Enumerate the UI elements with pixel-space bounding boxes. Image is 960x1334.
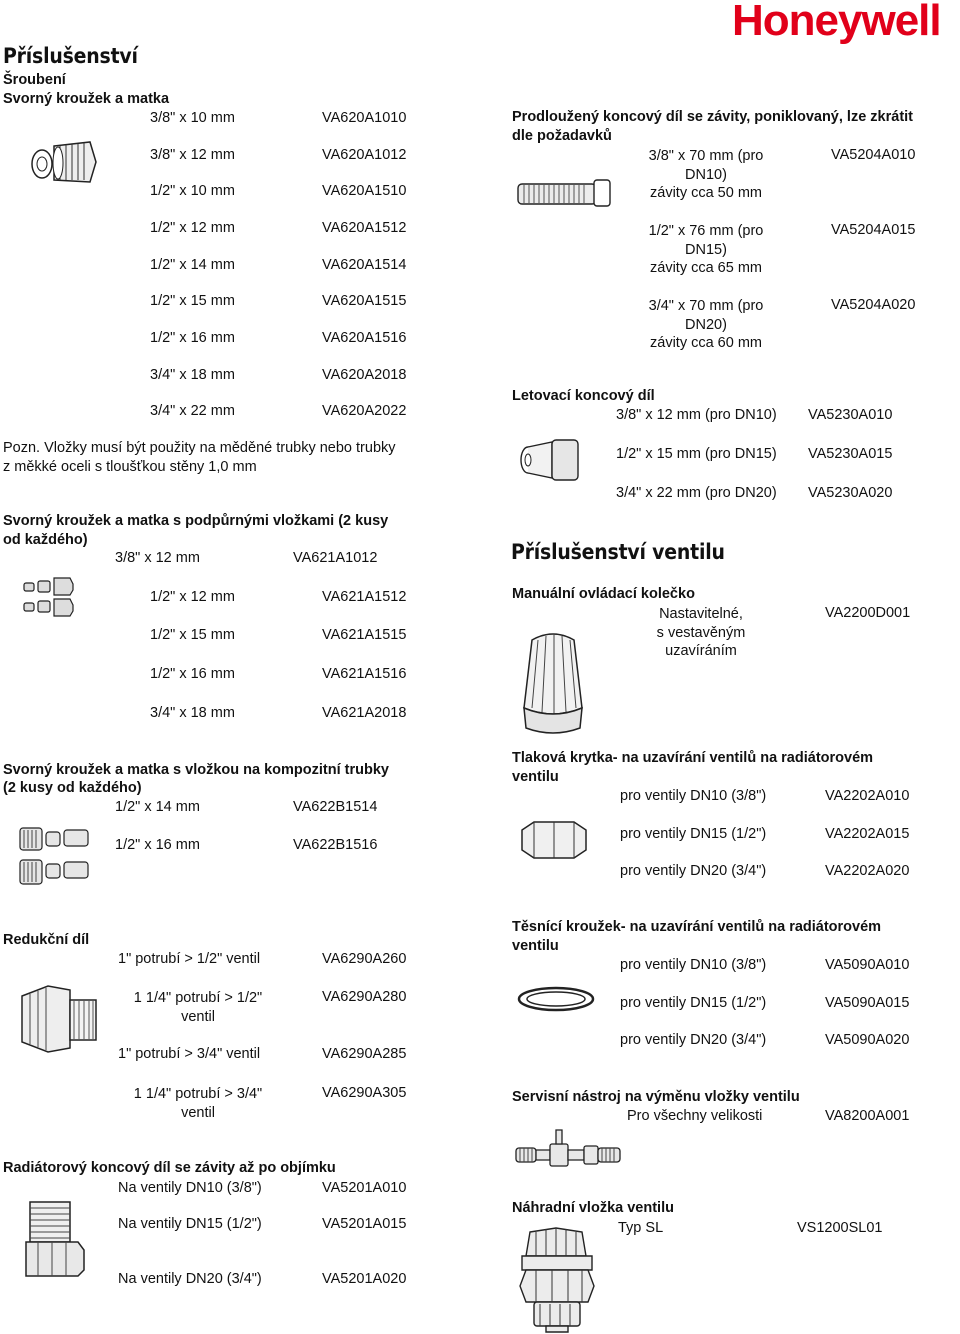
size-line: DN10) [685, 166, 727, 183]
section-title: Redukční díl [3, 932, 90, 948]
size-cell: 1 1/4" potrubí > 3/4" ventil [133, 1086, 263, 1121]
section-title: Servisní nástroj na výměnu vložky ventilu [512, 1089, 800, 1105]
code-cell: VA5204A015 [831, 222, 916, 238]
section-title: Manuální ovládací kolečko [512, 586, 695, 602]
section-title: Svorný kroužek a matka s podpůrnými vložkami (2 kusy [3, 513, 389, 529]
note-line: Pozn. Vložky musí být použity na měděné trubky nebo trubky [3, 440, 396, 456]
code-cell: VA5201A010 [322, 1180, 407, 1196]
size-cell: pro ventily DN15 (1/2") [620, 826, 767, 842]
thread-length: závity cca 50 mm [650, 185, 762, 201]
size-cell: pro ventily DN10 (3/8") [620, 788, 767, 804]
section-title: Prodloužený koncový díl se závity, poniklovaný, lze zkrátit [512, 109, 914, 125]
code-cell: VA5201A015 [322, 1216, 407, 1232]
size-cell: 1/2" x 16 mm [150, 666, 235, 682]
section-heading-sroubeni: Šroubení [3, 72, 66, 88]
code-cell: VA621A2018 [322, 705, 407, 721]
code-cell: VA6290A260 [322, 951, 407, 967]
code-cell: VA6290A305 [322, 1085, 407, 1101]
description: Pro všechny velikosti [627, 1108, 763, 1124]
code-cell: VA620A1515 [322, 293, 407, 309]
size-cell [630, 297, 782, 353]
code-cell: VA2202A020 [825, 863, 910, 879]
code-cell: VA620A1512 [322, 220, 407, 236]
size-cell: pro ventily DN15 (1/2") [620, 995, 767, 1011]
size-cell: Na ventily DN20 (3/4") [118, 1271, 262, 1287]
description [620, 605, 782, 661]
size-line: 3/8" x 70 mm (pro [648, 148, 764, 164]
size-cell: pro ventily DN10 (3/8") [620, 957, 767, 973]
size-cell: 1/2" x 15 mm [150, 627, 235, 643]
handwheel-image [518, 628, 588, 740]
section-title: dle požadavků [512, 128, 612, 144]
section-title: Svorný kroužek a matka s vložkou na kompozitní trubky [3, 762, 389, 778]
code-cell: VA621A1012 [293, 550, 378, 566]
thread-length: závity cca 65 mm [650, 260, 762, 276]
fitting-set-image [22, 575, 77, 617]
code-cell: VA5204A010 [831, 147, 916, 163]
size-cell: 3/8" x 12 mm [150, 147, 235, 163]
size-cell: 1" potrubí > 1/2" ventil [118, 951, 261, 967]
size-cell [630, 222, 782, 278]
code-cell: VA5201A020 [322, 1271, 407, 1287]
size-line: 3/4" x 70 mm (pro [648, 298, 764, 314]
section-title: Tlaková krytka- na uzavírání ventilů na radiátorovém [512, 750, 874, 766]
compression-nut-image [28, 138, 100, 186]
code-cell: VA620A1010 [322, 110, 407, 126]
size-cell: 1/2" x 12 mm [150, 589, 235, 605]
code-cell: VA2200D001 [825, 605, 911, 621]
code-cell: VA6290A285 [322, 1046, 407, 1062]
code-cell: VA5230A015 [808, 446, 893, 462]
size-cell: 3/8" x 12 mm [115, 550, 200, 566]
radiator-tailpiece-image [22, 1198, 90, 1280]
size-cell: 1/2" x 10 mm [150, 183, 235, 199]
size-cell: 1 1/4" potrubí > 1/2" ventil [133, 990, 263, 1025]
size-cell: 1/2" x 14 mm [150, 257, 235, 273]
description-line: s vestavěným [656, 624, 746, 641]
honeywell-logo: Honeywell [732, 0, 941, 45]
size-cell: 1" potrubí > 3/4" ventil [118, 1046, 261, 1062]
size-cell: pro ventily DN20 (3/4") [620, 1032, 767, 1048]
code-cell: VA621A1516 [322, 666, 407, 682]
section-title: ventilu [512, 938, 559, 954]
code-cell: VA5090A015 [825, 995, 910, 1011]
code-cell: VA620A1514 [322, 257, 407, 273]
size-cell: pro ventily DN20 (3/4") [620, 863, 767, 879]
code-cell: VA622B1514 [293, 799, 378, 815]
code-cell: VA620A1510 [322, 183, 407, 199]
size-cell [630, 147, 782, 203]
valve-insert-image [516, 1226, 610, 1334]
code-cell: VA5230A020 [808, 485, 893, 501]
code-cell: VA5230A010 [808, 407, 893, 423]
size-cell: 1/2" x 15 mm [150, 293, 235, 309]
size-cell: 1/2" x 14 mm [115, 799, 200, 815]
solder-tailpiece-image [518, 436, 582, 482]
description-line: Nastavitelné, [659, 606, 743, 622]
size-cell: 3/8" x 12 mm (pro DN10) [616, 407, 777, 423]
code-cell: VA621A1512 [322, 589, 407, 605]
size-cell: 3/4" x 18 mm [150, 705, 235, 721]
code-cell: VA620A1012 [322, 147, 407, 163]
size-cell: 3/4" x 18 mm [150, 367, 235, 383]
size-line: DN20) [685, 316, 727, 333]
code-cell: VA2202A015 [825, 826, 910, 842]
pressure-cap-image [518, 818, 590, 860]
threaded-tailpiece-image [516, 176, 612, 210]
code-cell: VA8200A001 [825, 1108, 910, 1124]
size-cell: 1/2" x 12 mm [150, 220, 235, 236]
page-title: Příslušenství [3, 44, 138, 68]
code-cell: VS1200SL01 [797, 1220, 883, 1236]
code-cell: VA621A1515 [322, 627, 407, 643]
size-cell: 3/4" x 22 mm [150, 403, 235, 419]
description: Typ SL [618, 1220, 664, 1236]
section-title: od každého) [3, 532, 88, 548]
description-line: uzavíráním [665, 643, 737, 659]
size-cell: 1/2" x 16 mm [115, 837, 200, 853]
code-cell: VA6290A280 [322, 989, 407, 1005]
code-cell: VA620A2022 [322, 403, 407, 419]
thread-length: závity cca 60 mm [650, 335, 762, 351]
section-title: (2 kusy od každého) [3, 780, 142, 796]
section-title: Radiátorový koncový díl se závity až po objímku [3, 1160, 336, 1176]
size-cell: 1/2" x 16 mm [150, 330, 235, 346]
code-cell: VA2202A010 [825, 788, 910, 804]
size-cell: Na ventily DN10 (3/8") [118, 1180, 262, 1196]
size-cell: Na ventily DN15 (1/2") [118, 1216, 262, 1232]
section-title: Letovací koncový díl [512, 388, 655, 404]
size-cell: 1/2" x 15 mm (pro DN15) [616, 446, 777, 462]
section-title: Náhradní vložka ventilu [512, 1200, 674, 1216]
code-cell: VA620A2018 [322, 367, 407, 383]
code-cell: VA5090A010 [825, 957, 910, 973]
composite-fitting-image [18, 822, 92, 888]
code-cell: VA5090A020 [825, 1032, 910, 1048]
reducer-image [18, 982, 100, 1056]
size-line: DN15) [685, 241, 727, 258]
size-line: 1/2" x 76 mm (pro [648, 223, 764, 239]
note-line: z měkké oceli s tloušťkou stěny 1,0 mm [3, 459, 257, 475]
service-tool-image [514, 1128, 624, 1176]
section-title: Těsnící kroužek- na uzavírání ventilů na radiátorovém [512, 919, 882, 935]
size-cell: 3/4" x 22 mm (pro DN20) [616, 485, 777, 501]
section-heading: Příslušenství ventilu [511, 540, 725, 564]
section-heading-svorny-krouzek: Svorný kroužek a matka [3, 91, 170, 107]
section-title: ventilu [512, 769, 559, 785]
code-cell: VA620A1516 [322, 330, 407, 346]
code-cell: VA5204A020 [831, 297, 916, 313]
code-cell: VA622B1516 [293, 837, 378, 853]
size-cell: 3/8" x 10 mm [150, 110, 235, 126]
sealing-ring-image [516, 984, 596, 1014]
